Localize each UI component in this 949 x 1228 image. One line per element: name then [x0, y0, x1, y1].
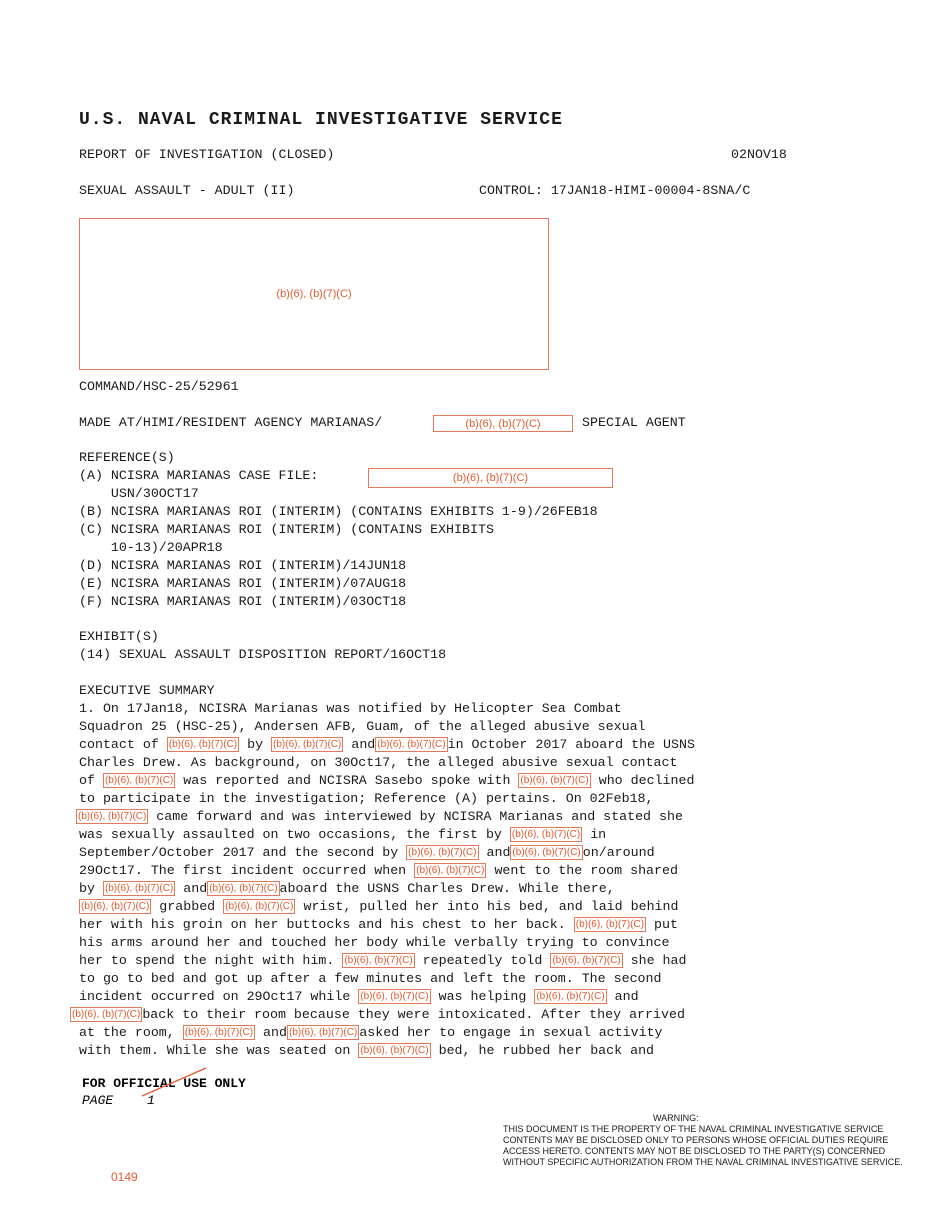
redaction: (b)(6), (b)(7)(C) [72, 1008, 141, 1020]
summary-line: 29Oct17. The first incident occurred when (b)(6), (b)(7)(C) went to the room shared [79, 863, 678, 878]
redaction: (b)(6), (b)(7)(C) [209, 882, 278, 894]
redaction: (b)(6), (b)(7)(C) [344, 954, 413, 966]
redaction: (b)(6), (b)(7)(C) [168, 738, 238, 750]
redaction: (b)(6), (b)(7)(C) [104, 774, 174, 786]
summary-heading: EXECUTIVE SUMMARY [79, 683, 215, 698]
redaction: (b)(6), (b)(7)(C) [225, 900, 294, 912]
reference-d: (D) NCISRA MARIANAS ROI (INTERIM)/14JUN18 [79, 558, 407, 573]
summary-line: her to spend the night with him. (b)(6), (b)(7)(C) repeatedly told (b)(6), (b)(7)(C) she had [79, 953, 687, 968]
redaction: (b)(6), (b)(7)(C) [511, 828, 581, 840]
summary-line: was sexually assaulted on two occasions, the first by (b)(6), (b)(7)(C) in [79, 827, 607, 842]
command-line: COMMAND/HSC-25/52961 [79, 379, 239, 394]
case-file-redaction: (b)(6), (b)(7)(C) [368, 468, 613, 488]
summary-line: incident occurred on 29Oct17 while (b)(6), (b)(7)(C) was helping (b)(6), (b)(7)(C) and [79, 989, 639, 1004]
redaction: (b)(6), (b)(7)(C) [575, 918, 645, 930]
exhibits-heading: EXHIBIT(S) [79, 629, 159, 644]
redaction: (b)(6), (b)(7)(C) [360, 1044, 429, 1056]
warning-notice [503, 1113, 943, 1168]
redaction: (b)(6), (b)(7)(C) [552, 954, 621, 966]
references-heading: REFERENCE(S) [79, 450, 175, 465]
redaction: (b)(6), (b)(7)(C) [536, 990, 605, 1002]
reference-e: (E) NCISRA MARIANAS ROI (INTERIM)/07AUG18 [79, 576, 407, 591]
agent-name-redaction: (b)(6), (b)(7)(C) [433, 415, 573, 432]
redaction: (b)(6), (b)(7)(C) [408, 846, 477, 858]
subject-redaction-box: (b)(6), (b)(7)(C) [79, 218, 549, 370]
redaction: (b)(6), (b)(7)(C) [360, 990, 429, 1002]
redaction: (b)(6), (b)(7)(C) [288, 1026, 358, 1038]
redaction: (b)(6), (b)(7)(C) [81, 900, 150, 912]
reference-f: (F) NCISRA MARIANAS ROI (INTERIM)/03OCT18 [79, 594, 407, 609]
control-number: CONTROL: 17JAN18-HIMI-00004-8SNA/C [479, 183, 751, 198]
redaction: (b)(6), (b)(7)(C) [78, 810, 147, 822]
page-number: 1 [147, 1093, 155, 1108]
reference-a: (A) NCISRA MARIANAS CASE FILE: [79, 468, 319, 483]
redaction: (b)(6), (b)(7)(C) [512, 846, 581, 858]
summary-line: to participate in the investigation; Reference (A) pertains. On 02Feb18, [79, 791, 654, 806]
summary-line: to go to bed and got up after a few minutes and left the room. The second [79, 971, 662, 986]
summary-line: by (b)(6), (b)(7)(C) and (b)(6), (b)(7)(C) aboard the USNS Charles Drew. While there, [79, 881, 615, 896]
summary-line: 1. On 17Jan18, NCISRA Marianas was notified by Helicopter Sea Combat [79, 701, 622, 716]
fouo-marking: FOR OFFICIAL USE ONLY [82, 1076, 246, 1091]
made-at-line: MADE AT/HIMI/RESIDENT AGENCY MARIANAS/ [79, 415, 383, 430]
exhibit-14: (14) SEXUAL ASSAULT DISPOSITION REPORT/16OCT18 [79, 647, 447, 662]
redaction: (b)(6), (b)(7)(C) [416, 864, 485, 876]
warning-title: WARNING: [653, 1113, 699, 1123]
report-type: REPORT OF INVESTIGATION (CLOSED) [79, 147, 335, 162]
reference-c: (C) NCISRA MARIANAS ROI (INTERIM) (CONTAINS EXHIBITS [79, 522, 494, 537]
redaction: (b)(6), (b)(7)(C) [184, 1026, 254, 1038]
agency-title: U.S. NAVAL CRIMINAL INVESTIGATIVE SERVICE [79, 110, 563, 130]
reference-a-cont: USN/30OCT17 [79, 486, 199, 501]
reference-b: (B) NCISRA MARIANAS ROI (INTERIM) (CONTAINS EXHIBITS 1-9)/26FEB18 [79, 504, 598, 519]
warning-line: CONTENTS MAY BE DISCLOSED ONLY TO PERSONS WHOSE OFFICIAL DUTIES REQUIRE [503, 1135, 889, 1145]
warning-line: WITHOUT SPECIFIC AUTHORIZATION FROM THE NAVAL CRIMINAL INVESTIGATIVE SERVICE. [503, 1157, 903, 1167]
warning-line: THIS DOCUMENT IS THE PROPERTY OF THE NAVAL CRIMINAL INVESTIGATIVE SERVICE [503, 1124, 884, 1134]
redaction: (b)(6), (b)(7)(C) [377, 738, 446, 750]
summary-line: at the room, (b)(6), (b)(7)(C) and (b)(6), (b)(7)(C) asked her to engage in sexual activity [79, 1025, 663, 1040]
redaction: (b)(6), (b)(7)(C) [273, 738, 342, 750]
bates-number: 0149 [111, 1170, 138, 1184]
reference-c-cont: 10-13)/20APR18 [79, 540, 223, 555]
summary-line: (b)(6), (b)(7)(C) grabbed (b)(6), (b)(7)(C) wrist, pulled her into his bed, and laid behind [81, 899, 679, 914]
summary-line: September/October 2017 and the second by (b)(6), (b)(7)(C) and (b)(6), (b)(7)(C) on/around [79, 845, 655, 860]
summary-line: (b)(6), (b)(7)(C) came forward and was interviewed by NCISRA Marianas and stated she [78, 809, 683, 824]
summary-line: contact of (b)(6), (b)(7)(C) by (b)(6), (b)(7)(C) and (b)(6), (b)(7)(C) in October 2017 aboard the USNS [79, 737, 695, 752]
summary-line: (b)(6), (b)(7)(C) back to their room because they were intoxicated. After they arrived [72, 1007, 685, 1022]
case-title: SEXUAL ASSAULT - ADULT (II) [79, 183, 295, 198]
page-label: PAGE [82, 1093, 114, 1108]
warning-line: ACCESS HERETO. CONTENTS MAY NOT BE DISCLOSED TO THE PARTY(S) CONCERNED [503, 1146, 886, 1156]
summary-line: Squadron 25 (HSC-25), Andersen AFB, Guam, of the alleged abusive sexual [79, 719, 646, 734]
summary-line: of (b)(6), (b)(7)(C) was reported and NCISRA Sasebo spoke with (b)(6), (b)(7)(C) who declined [79, 773, 695, 788]
summary-line: with them. While she was seated on (b)(6), (b)(7)(C) bed, he rubbed her back and [79, 1043, 655, 1058]
redaction: (b)(6), (b)(7)(C) [520, 774, 589, 786]
summary-line: Charles Drew. As background, on 30Oct17, the alleged abusive sexual contact [79, 755, 678, 770]
summary-line: her with his groin on her buttocks and his chest to her back. (b)(6), (b)(7)(C) put [79, 917, 678, 932]
report-date: 02NOV18 [731, 147, 787, 162]
summary-line: his arms around her and touched her body while verbally trying to convince [79, 935, 670, 950]
redaction: (b)(6), (b)(7)(C) [104, 882, 174, 894]
special-agent-label: SPECIAL AGENT [582, 415, 686, 430]
